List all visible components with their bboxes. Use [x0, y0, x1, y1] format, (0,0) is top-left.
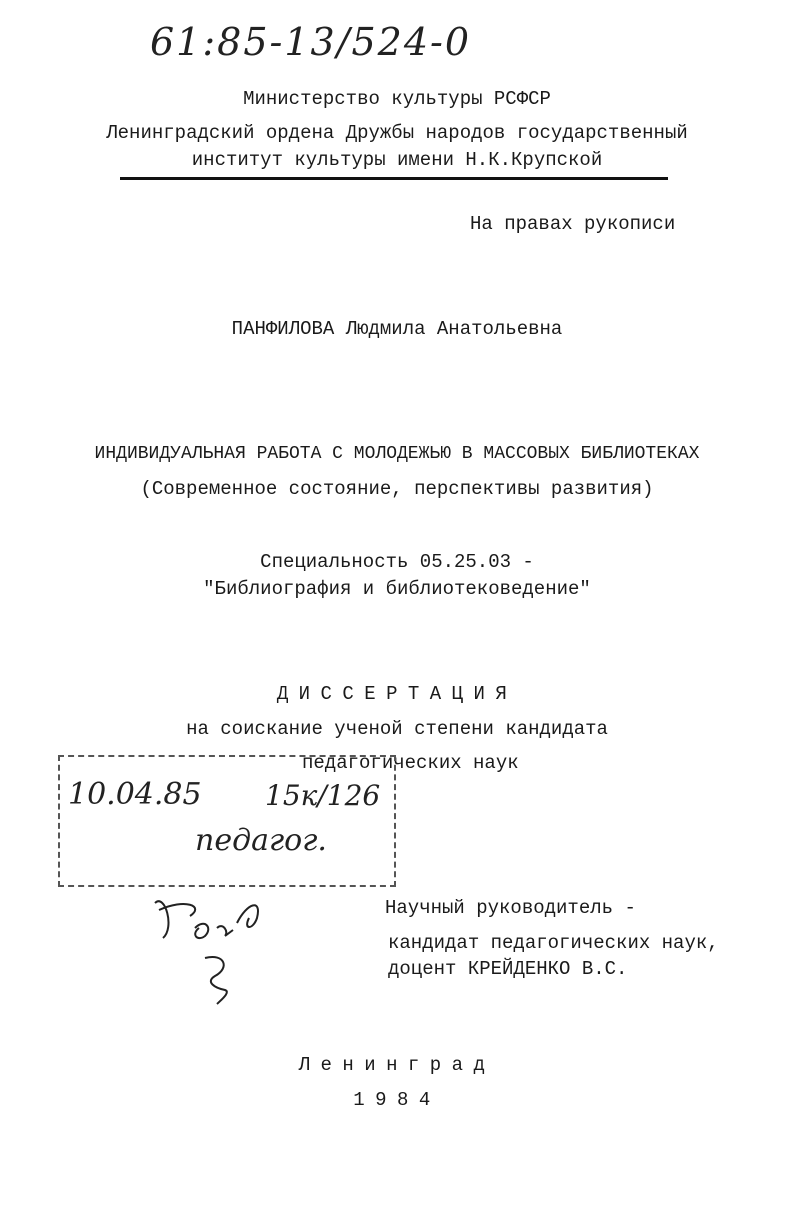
- manuscript-rights-note: На правах рукописи: [470, 213, 676, 235]
- supervisor-degree: кандидат педагогических наук,: [388, 932, 719, 954]
- specialty-code: Специальность 05.25.03 -: [260, 551, 534, 573]
- institute-name-line1: Ленинградский ордена Дружбы народов государственный: [106, 122, 688, 144]
- header-divider: [120, 177, 668, 180]
- city: Ленинград: [298, 1054, 496, 1076]
- handwritten-call-number: 61:85-13/524-0: [150, 20, 472, 64]
- supervisor-label: Научный руководитель -: [385, 897, 636, 919]
- dissertation-subtitle: (Современное состояние, перспективы развития): [140, 478, 654, 500]
- stamp-date: 10.04.85: [68, 777, 202, 812]
- supervisor-name: доцент КРЕЙДЕНКО В.С.: [388, 958, 628, 980]
- stamp-field: педагог.: [195, 823, 327, 858]
- degree-line2: педагогических наук: [302, 752, 519, 774]
- ministry-name: Министерство культуры РСФСР: [243, 88, 551, 110]
- dissertation-title: ИНДИВИДУАЛЬНАЯ РАБОТА С МОЛОДЕЖЬЮ В МАССОВЫХ БИБЛИОТЕКАХ: [94, 444, 700, 464]
- handwritten-signature: [145, 888, 295, 1008]
- year: 1984: [353, 1089, 441, 1111]
- stamp-number: 15к/126: [265, 779, 381, 812]
- author-name: ПАНФИЛОВА Людмила Анатольевна: [231, 318, 563, 340]
- specialty-name: "Библиография и библиотековедение": [203, 578, 591, 600]
- institute-name-line2: институт культуры имени Н.К.Крупской: [191, 149, 603, 171]
- degree-line1: на соискание ученой степени кандидата: [186, 718, 608, 740]
- document-type-heading: ДИССЕРТАЦИЯ: [276, 683, 518, 705]
- library-stamp: [58, 755, 396, 887]
